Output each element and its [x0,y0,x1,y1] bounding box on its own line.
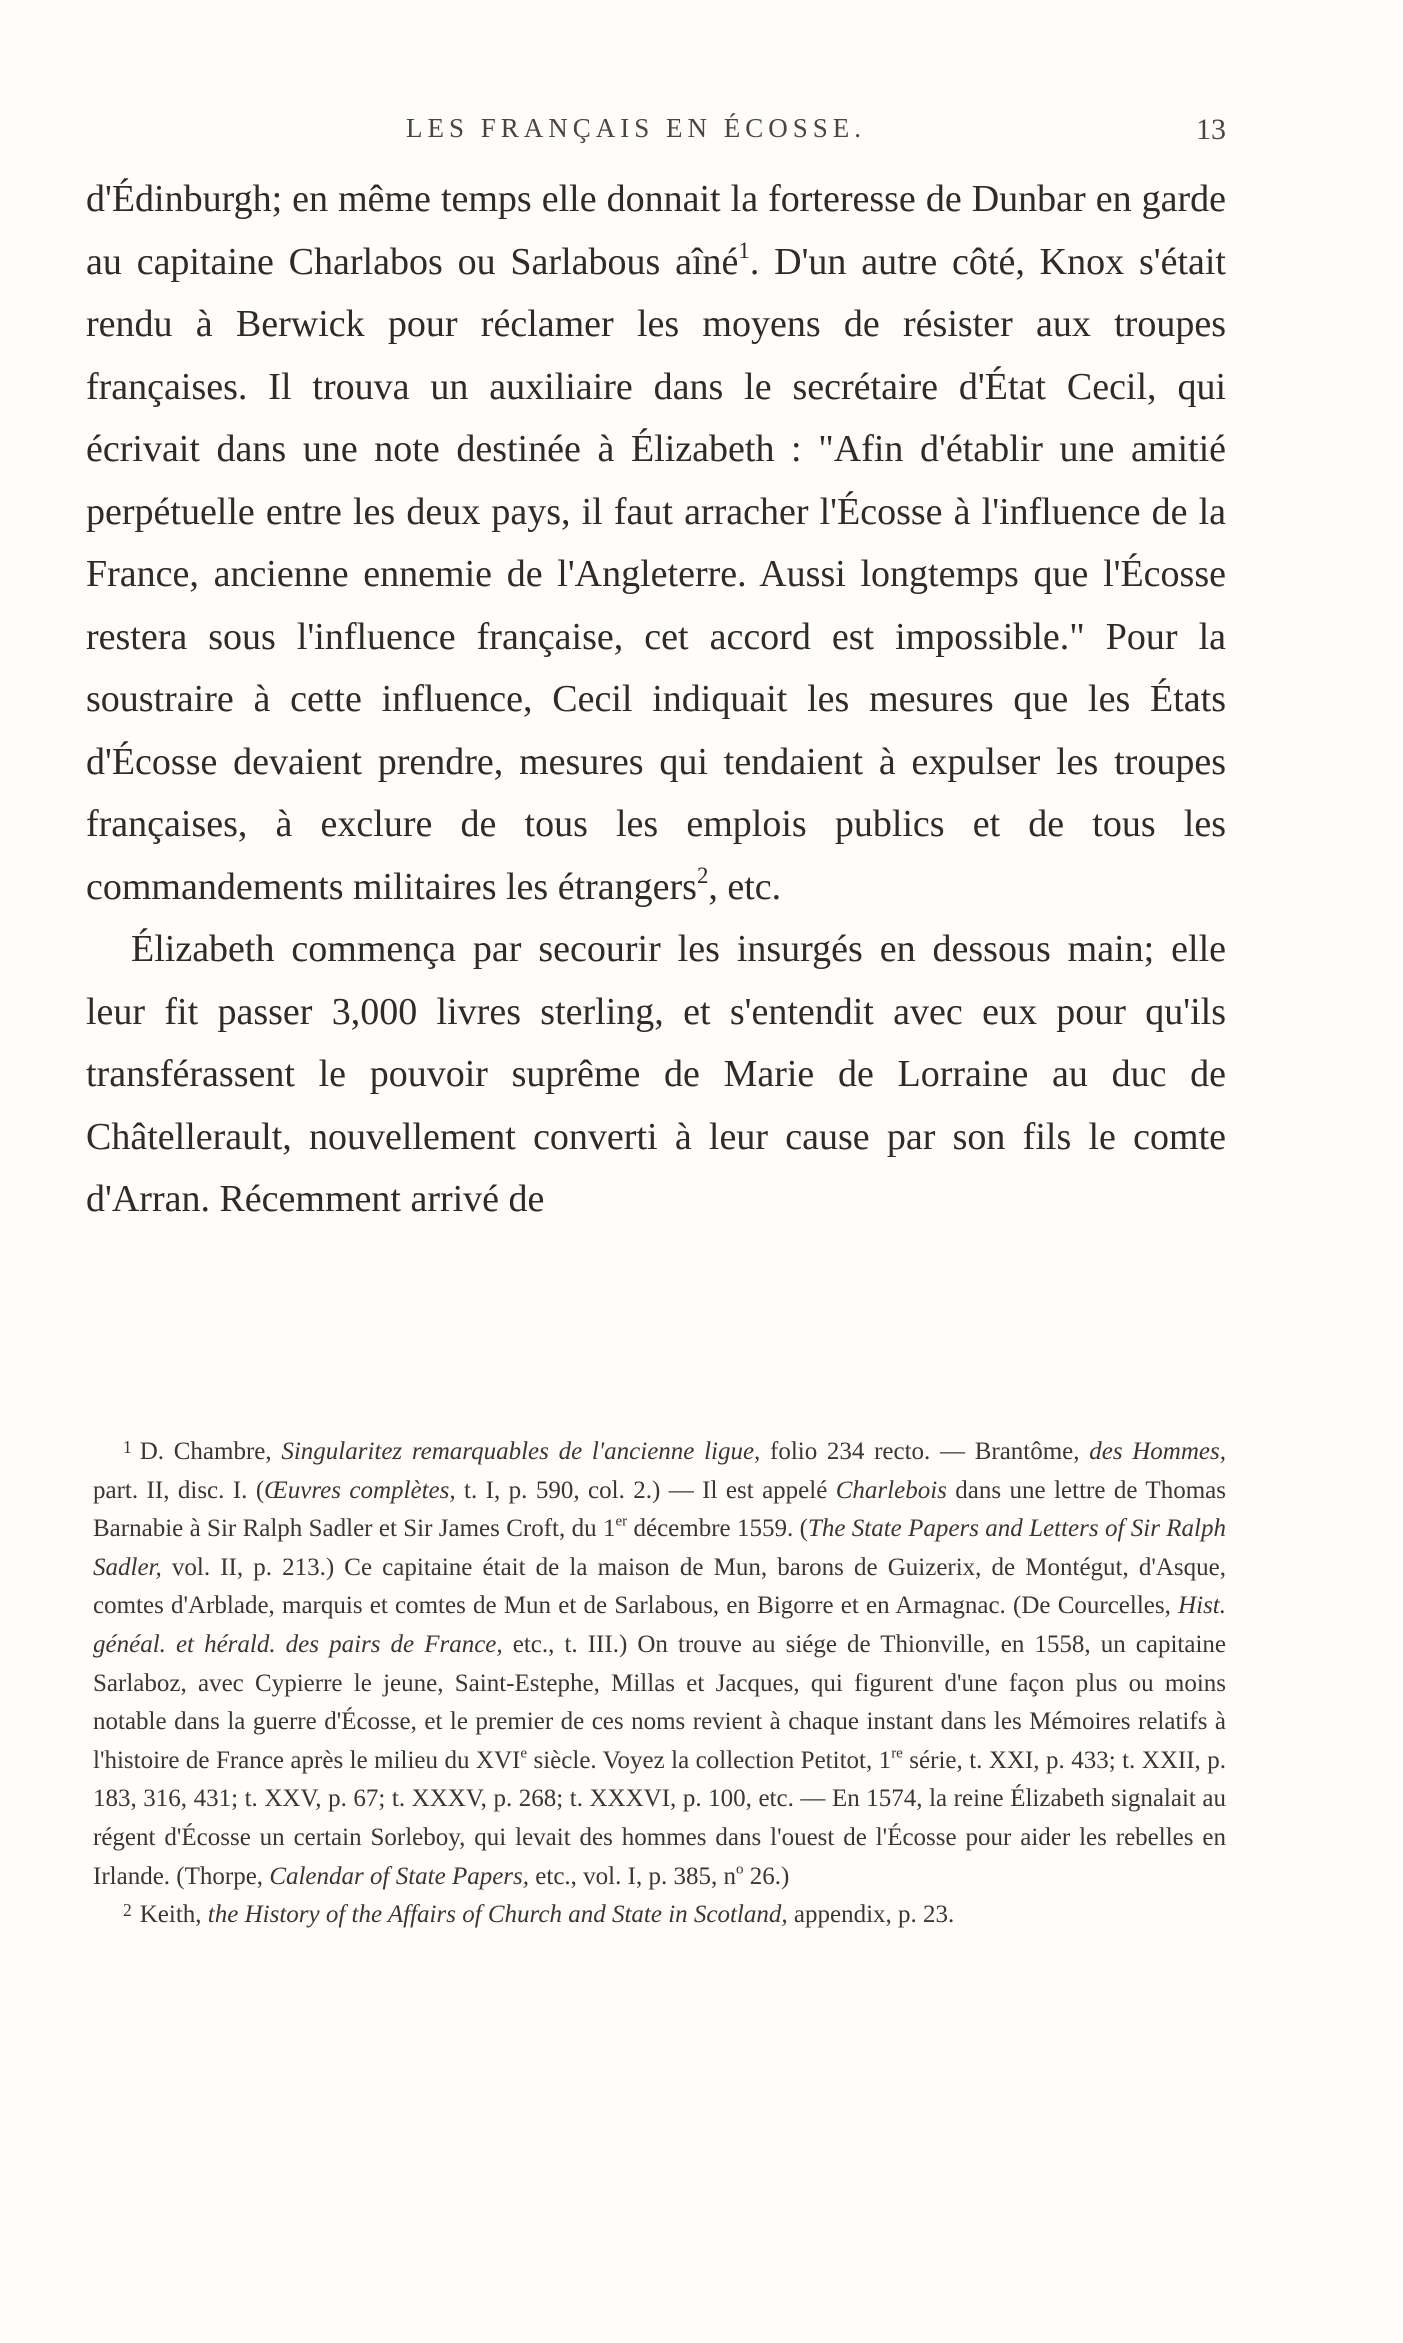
footnote-1-text: etc., t. III.) On trouve au siége de Thionville, en 1558, un capitaine Sarlaboz, avec Cypierre le jeune, Saint-Estephe, Millas et Jacques, qui figurent d'une façon plus ou moins notable dans la guerre d'Écosse, et le premier de ces noms revient à chaque instant dans les Mémoires relatifs à l'histoire de France après le milieu du XVI [93,1630,1227,1774]
paragraph-1 [86,168,1226,918]
footnote-1-text: décembre 1559. ( [627,1515,808,1543]
footnote-1-text: dans une lettre de Thomas Barnabie à Sir Ralph Sadler et Sir James Croft, du 1 [93,1476,1226,1543]
footnote-ref-2: 2 [696,862,709,888]
footnote-2-text: Keith, [139,1901,208,1929]
footnote-2-title: the History of the Affairs of Church and State in Scotland, [207,1901,788,1929]
footnote-1-mark: 1 [123,1436,132,1457]
footnote-1-title: Hist. généal. et hérald. des pairs de France, [93,1592,1226,1658]
paragraph-1-part-b: . D'un autre côté, Knox s'était rendu à Berwick pour réclamer les moyens de résister aux troupes françaises. Il trouva un auxiliaire dans le secrétaire d'État Cecil, qui écrivait dans une note destinée à Élizabeth : "Afin d'établir une amitié perpétuelle entre les deux pays, il faut arracher l'Écosse à l'influence de la France, ancienne ennemie de l'Angleterre. Aussi longtemps que l'Écosse restera sous l'influence française, cet accord est impossible." Pour la soustraire à cette influence, Cecil indiquait les mesures que les États d'Écosse devaient prendre, mesures qui tendaient à expulser les troupes françaises, à exclure de tous les emplois publics et de tous les commandements militaires les étrangers [86,240,1226,908]
footnote-1-text: part. II, disc. I. ( [93,1476,265,1504]
page-number: 13 [1196,113,1226,146]
footnote-1-text: vol. II, p. 213.) Ce capitaine était de la maison de Mun, barons de Guizerix, de Montégut, d'Asque, comtes d'Arblade, marquis et comtes de Mun et de Sarlabous, en Bigorre et en Armagnac. (De Courcelles, [93,1553,1226,1620]
paragraph-2: Élizabeth commença par secourir les insurgés en dessous main; elle leur fit passer 3,000 livres sterling, et s'entendit avec eux pour qu'ils transférassent le pouvoir suprême de Marie de Lorraine au duc de Châtellerault, nouvellement converti à leur cause par son fils le comte d'Arran. Récemment arrivé de [86,928,1226,1220]
footnote-1-text: siècle. Voyez la collection Petitot, 1 [527,1746,892,1774]
footnote-ref-1: 1 [738,237,750,263]
footnote-1-title: Singularitez remarquables de l'ancienne ligue, [281,1438,761,1465]
footnote-1-text: etc., vol. I, p. 385, n [529,1862,736,1890]
footnote-1-superscript: e [520,1745,528,1762]
footnote-1-title: The State Papers and Letters of Sir Ralph Sadler, [93,1515,1226,1581]
footnote-1-title: Œuvres complètes, [264,1476,456,1504]
paragraph-1-part-a: d'Édinburgh; en même temps elle donnait la forteresse de Dunbar en garde au capitaine Charlabos ou Sarlabous aîné [86,178,1226,283]
footnote-1-text: folio 234 recto. — Brantôme, [760,1438,1090,1465]
footnote-1-title: des Hommes, [1089,1438,1226,1465]
footnote-1-text: série, t. XXI, p. 433; t. XXII, p. 183, 316, 431; t. XXV, p. 67; t. XXXV, p. 268; t. XXXVI, p. 100, etc. — En 1574, la reine Élizabeth signalait au régent d'Écosse un certain Sorleboy, qui levait des hommes dans l'ouest de l'Écosse pour aider les rebelles en Irlande. (Thorpe, [93,1746,1226,1890]
footnote-1-superscript: re [891,1745,903,1762]
footnote-2-text: appendix, p. 23. [787,1901,955,1929]
footnote-1 [93,1433,1226,1896]
footnote-1-text: 26.) [743,1862,790,1890]
paragraph-1-part-c: , etc. [708,865,782,908]
page-header [86,113,1226,153]
footnote-1-superscript: o [735,1861,744,1878]
main-text [86,168,1226,1231]
footnote-1-title: Calendar of State Papers, [269,1862,530,1890]
footnote-1-text: D. Chambre, [139,1438,282,1465]
footnote-1-superscript: er [615,1513,628,1530]
footnotes [93,1433,1226,1935]
footnote-1-title: Charlebois [835,1476,947,1504]
running-title: LES FRANÇAIS EN ÉCOSSE. [406,113,867,143]
footnote-1-text: t. I, p. 590, col. 2.) — Il est appelé [455,1476,836,1504]
footnote-2-mark: 2 [123,1900,132,1920]
footnote-2 [93,1896,1226,1935]
